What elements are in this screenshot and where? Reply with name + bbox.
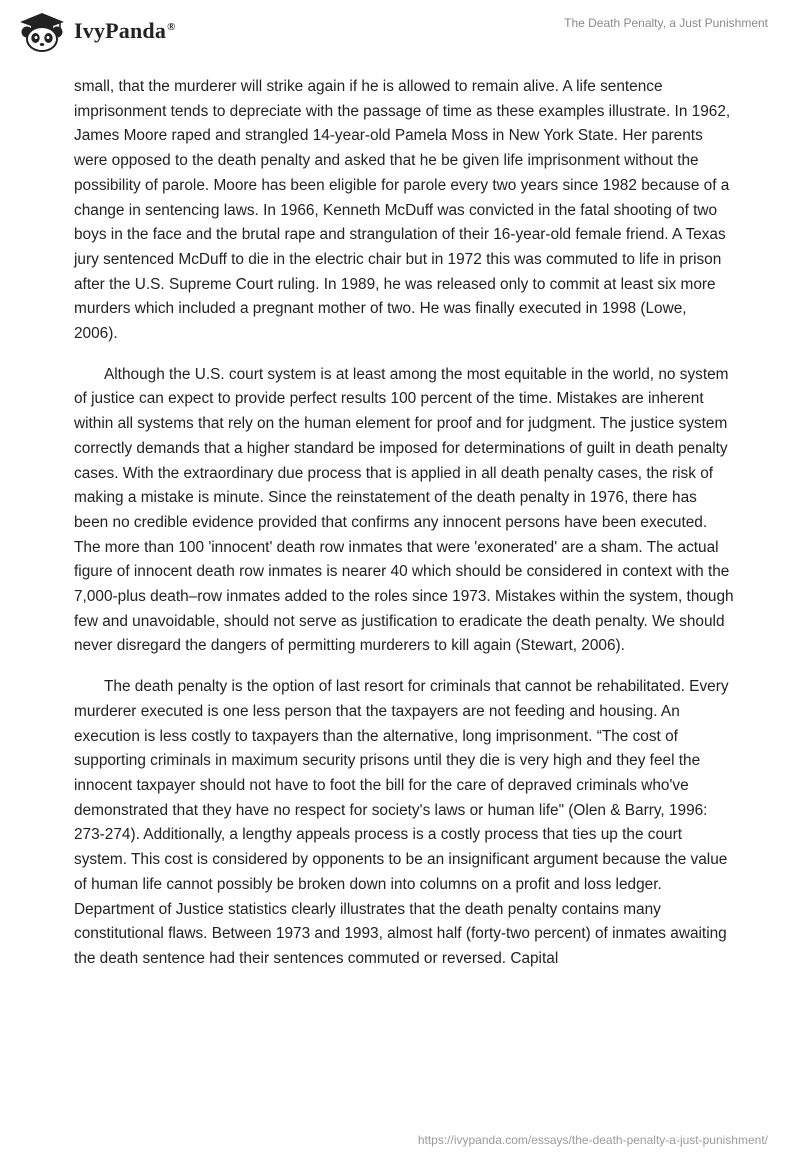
paragraph: small, that the murderer will strike again if he is allowed to remain alive. A life sentence imprisonment tends to depreciate with the passage of time as these examples illustrate. In 1962, James Moore raped and strangled 14-year-old Pamela Moss in New York State. Her parents were opposed to the death penalty and asked that he be given life imprisonment without the possibility of parole. Moore has been eligible for parole every two years since 1982 because of a change in sentencing laws. In 1966, Kenneth McDuff was convicted in the fatal shooting of two boys in the face and the brutal rape and strangulation of their 16-year-old female friend. A Texas jury sentenced McDuff to die in the electric chair but in 1972 this was commuted to life in prison after the U.S. Supreme Court ruling. In 1989, he was released only to commit at least six more murders which included a pregnant mother of two. He was finally executed in 1998 (Lowe, 2006). (74, 78, 731, 343)
brand-name: IvyPanda® (74, 18, 176, 43)
paragraph: The death penalty is the option of last resort for criminals that cannot be rehabilitated. Every murderer executed is one less person that the taxpayers are not feeding and housing. An execution is less costly to taxpayers than the alternative, long imprisonment. “The cost of supporting criminals in maximum security prisons until they die is very high and they feel the innocent taxpayer should not have to foot the bill for the care of depraved criminals who've demonstrated that they have no respect for society's laws or human life" (Olen & Barry, 1996: 273-274). Additionally, a lengthy appeals process is a costly process that ties up the court system. This cost is considered by opponents to be an insignificant argument because the value of human life cannot possibly be broken down into columns on a profit and loss ledger. Department of Justice statistics clearly illustrates that the death penalty contains many constitutional flaws. Between 1973 and 1993, almost half (forty-two percent) of inmates awaiting the death sentence had their sentences commuted or reversed. Capital (74, 678, 729, 967)
paragraph: Although the U.S. court system is at least among the most equitable in the world, no system of justice can expect to provide perfect results 100 percent of the time. Mistakes are inherent within all systems that rely on the human element for proof and for judgment. The justice system correctly demands that a higher standard be imposed for determinations of guilt in death penalty cases. With the extraordinary due process that is applied in all death penalty cases, the risk of making a mistake is minute. Since the reinstatement of the death penalty in 1976, there has been no credible evidence provided that confirms any innocent persons have been executed. The more than 100 'innocent' death row inmates that were 'exonerated' are a sham. The actual figure of innocent death row inmates is nearer 40 which should be considered in context with the 7,000-plus death–row inmates added to the roles since 1973. Mistakes within the system, though few and unavoidable, should not serve as justification to eradicate the death penalty. We should never disregard the dangers of permitting murderers to kill again (Stewart, 2006). (74, 365, 734, 655)
ivypanda-logo[interactable] (16, 10, 176, 52)
page-header (0, 0, 800, 60)
source-url[interactable]: https://ivypanda.com/essays/the-death-penalty-a-just-punishment/ (417, 1133, 768, 1147)
document-title: The Death Penalty, a Just Punishment (564, 16, 768, 30)
panda-graduate-icon (16, 10, 68, 52)
essay-body (74, 75, 734, 988)
